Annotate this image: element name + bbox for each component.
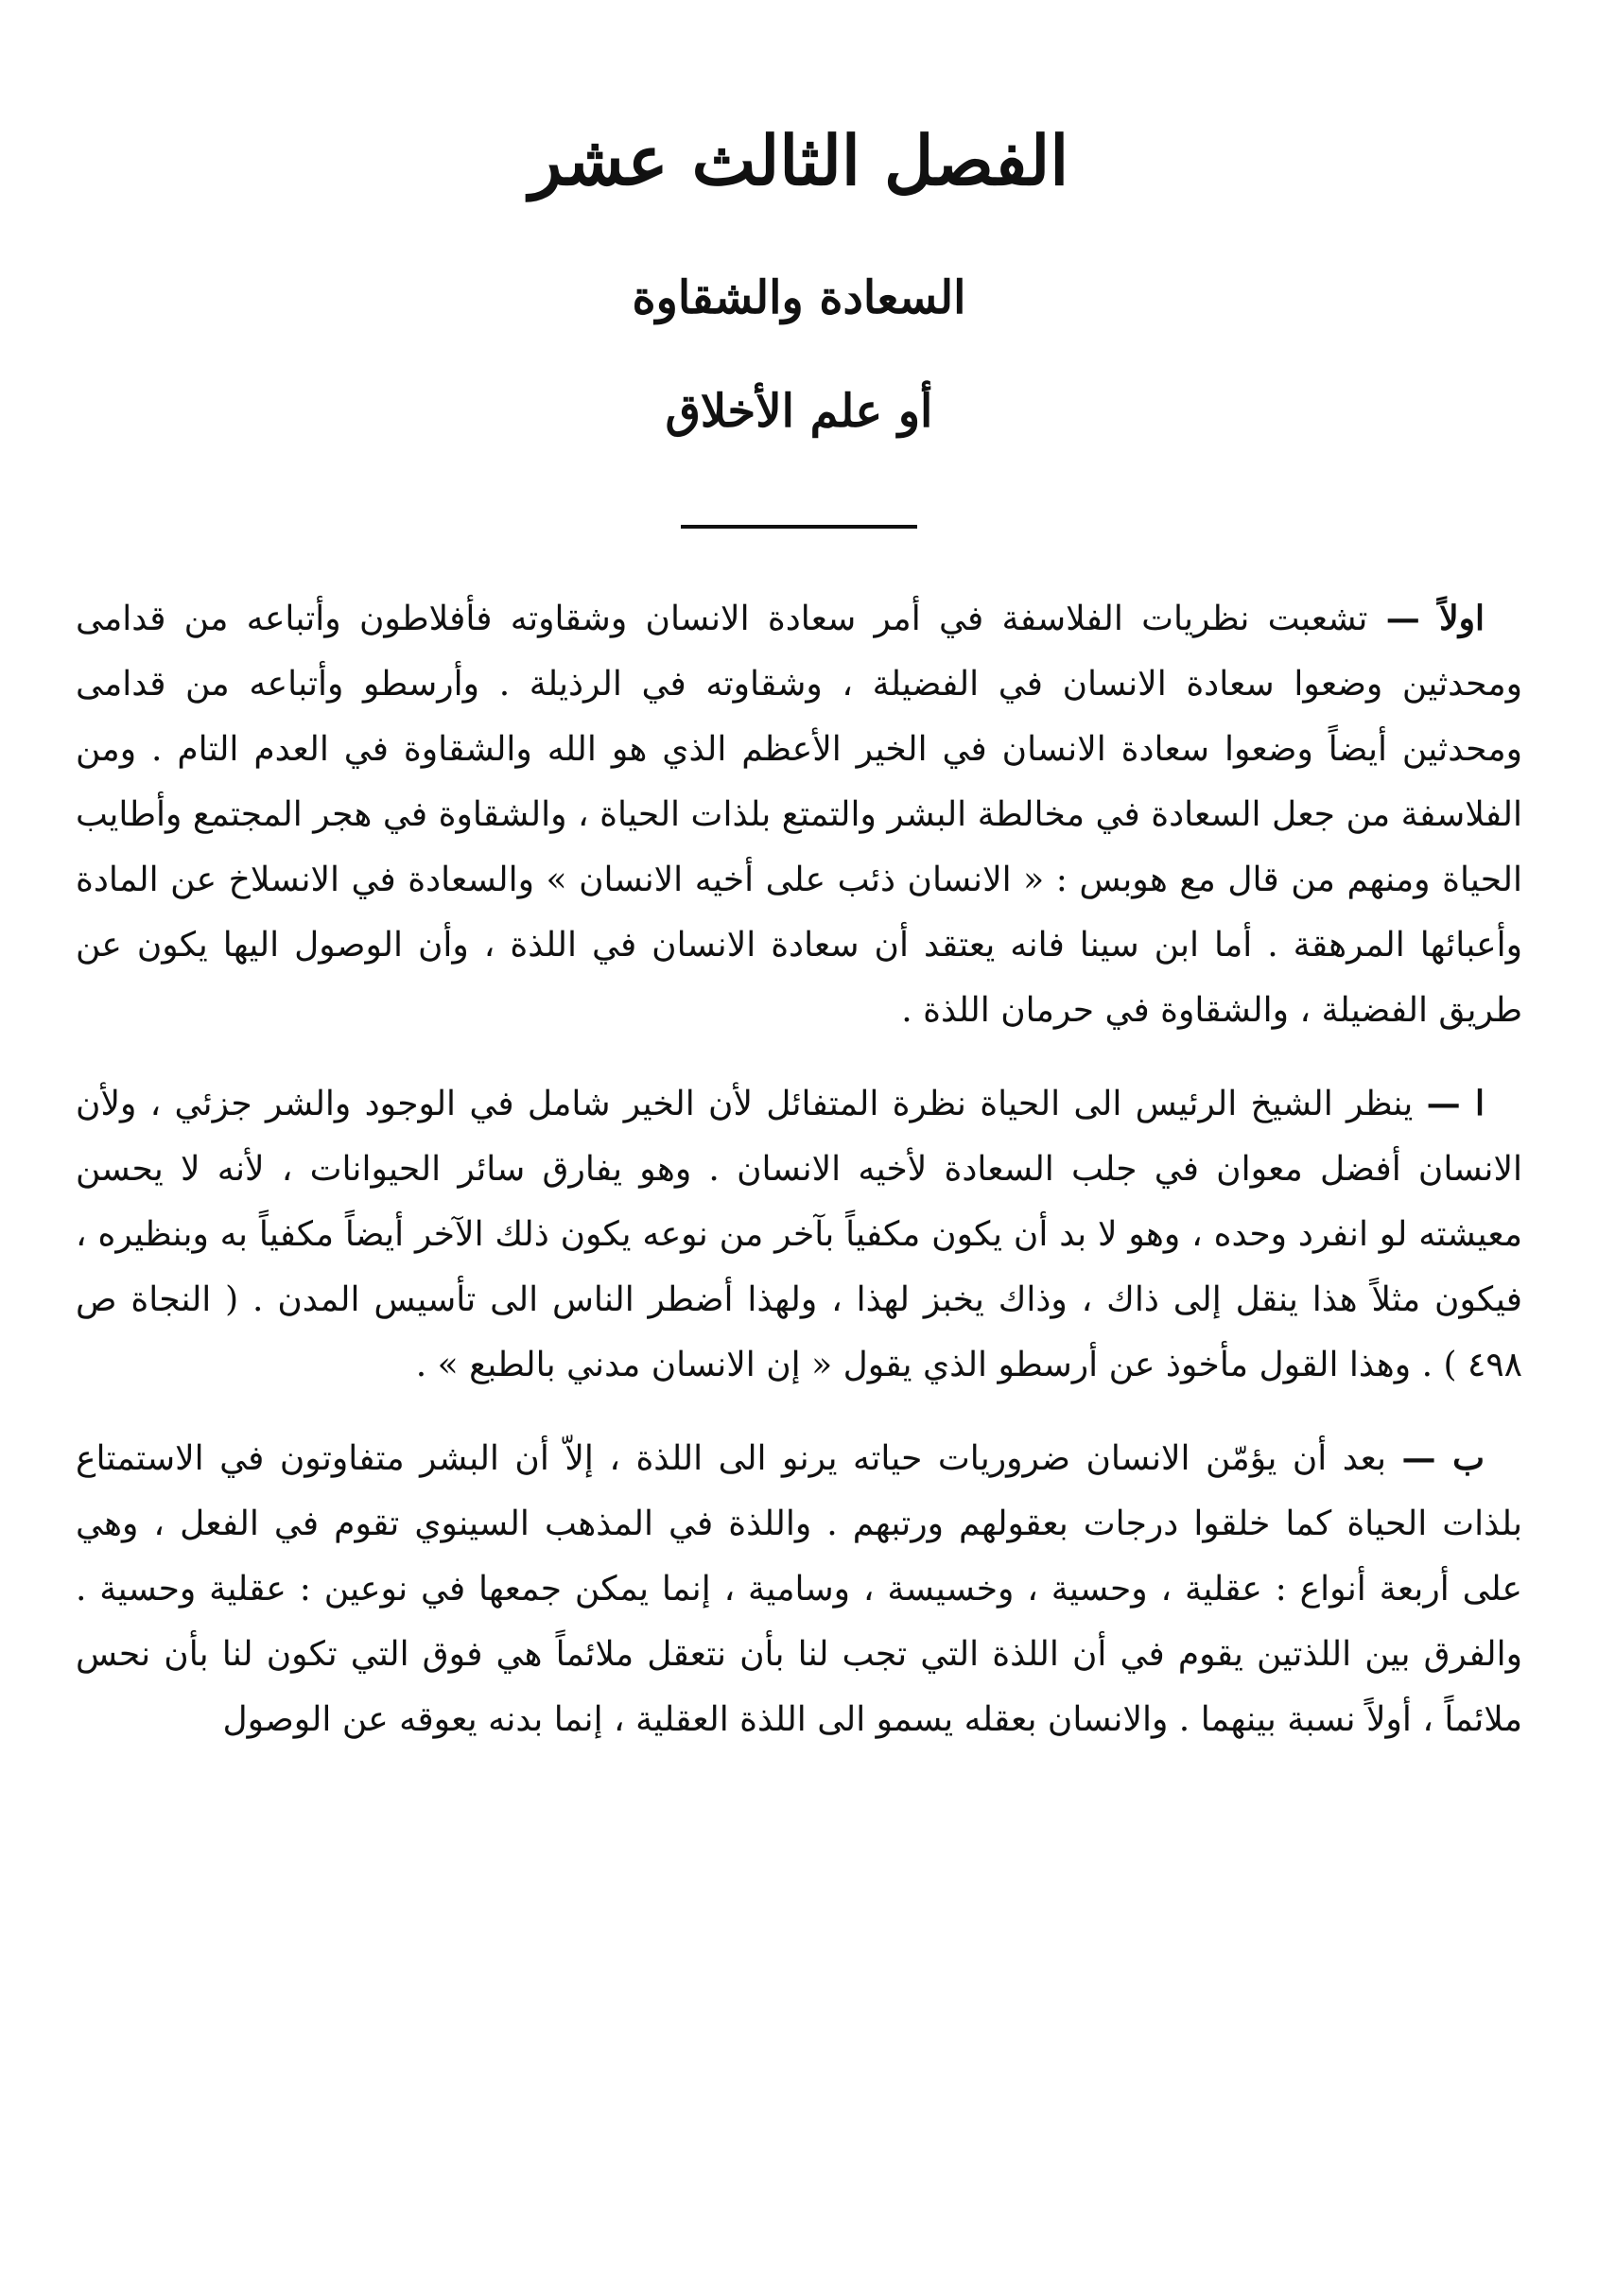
paragraph-intro — [76, 586, 1522, 1043]
paragraph-marker: اولاً — — [1385, 599, 1485, 638]
chapter-title: الفصل الثالث عشر — [529, 120, 1069, 200]
title-divider — [681, 525, 917, 529]
chapter-subtitle-secondary: أو علم الأخلاق — [665, 385, 933, 438]
paragraph-text: ينظر الشيخ الرئيس الى الحياة نظرة المتفائل لأن الخير شامل في الوجود والشر جزئي ، ولأن الانسان أفضل معوان في جلب السعادة لأخيه الانسان . وهو يفارق سائر الحيوانات ، لأنه لا يحسن معيشته لو انفرد وحده ، وهو لا بد أن يكون مكفياً بآخر من نوعه يكون ذلك الآخر أيضاً مكفياً به وبنظيره ، فيكون مثلاً هذا ينقل إلى ذاك ، وذاك يخبز لهذا ، ولهذا أضطر الناس الى تأسيس المدن . ( النجاة ص ٤٩٨ ) . وهذا القول مأخوذ عن أرسطو الذي يقول « إن الانسان مدني بالطبع » . — [76, 1085, 1523, 1384]
paragraph-text: بعد أن يؤمّن الانسان ضروريات حياته يرنو الى اللذة ، إلاّ أن البشر متفاوتون في الاستمتاع بلذات الحياة كما خلقوا درجات بعقولهم ورتبهم . واللذة في المذهب السينوي تقوم في الفعل ، وهي على أربعة أنواع : عقلية ، وحسية ، وخسيسة ، وسامية ، إنما يمكن جمعها في نوعين : عقلية وحسية . والفرق بين اللذتين يقوم في أن اللذة التي تجب لنا بأن نتعقل ملائماً هي فوق التي تكون لنا بأن نحس ملائماً ، أولاً نسبة بينهما . والانسان بعقله يسمو الى اللذة العقلية ، إنما بدنه يعوقه عن الوصول — [76, 1439, 1522, 1739]
chapter-subtitle: السعادة والشقاوة — [632, 271, 966, 324]
paragraph-text: تشعبت نظريات الفلاسفة في أمر سعادة الانسان وشقاوته فأفلاطون وأتباعه من قدامى ومحدثين وضعوا سعادة الانسان في الفضيلة ، وشقاوته في الرذيلة . وأرسطو وأتباعه من قدامى ومحدثين أيضاً وضعوا سعادة الانسان في الخير الأعظم الذي هو الله والشقاوة في العدم التام . ومن الفلاسفة من جعل السعادة في مخالطة البشر والتمتع بلذات الحياة ، والشقاوة في هجر المجتمع وأطايب الحياة ومنهم من قال مع هوبس : « الانسان ذئب على أخيه الانسان » والسعادة في الانسلاخ عن المادة وأعبائها المرهقة . أما ابن سينا فانه يعتقد أن سعادة الانسان في اللذة ، وأن الوصول اليها يكون عن طريق الفضيلة ، والشقاوة في حرمان اللذة . — [76, 600, 1522, 1030]
body-text — [76, 586, 1522, 1752]
paragraph-alif — [76, 1071, 1522, 1398]
paragraph-marker: ا — — [1426, 1084, 1485, 1123]
paragraph-marker: ب — — [1401, 1438, 1485, 1478]
paragraph-ba — [76, 1426, 1522, 1752]
